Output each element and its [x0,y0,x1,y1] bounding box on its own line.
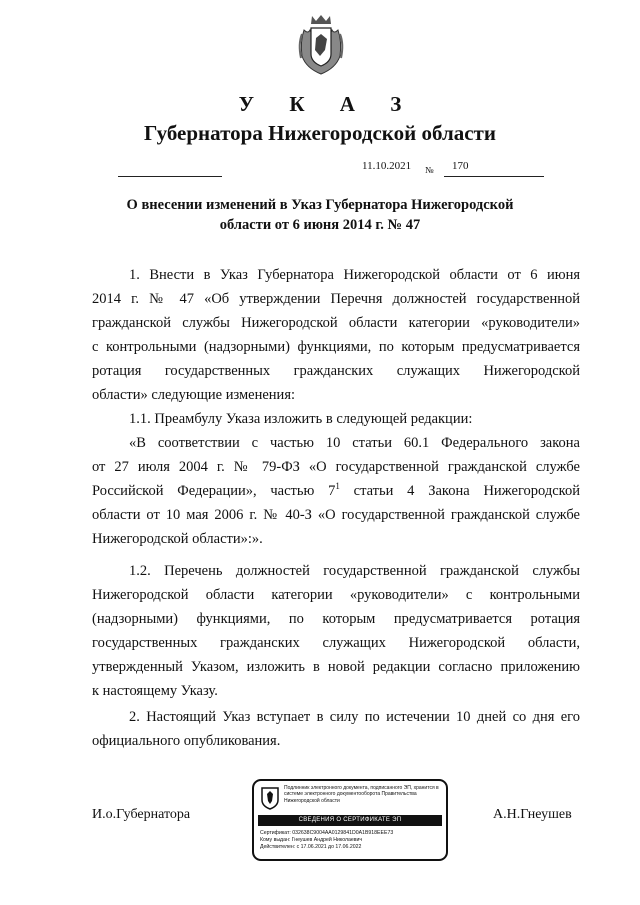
number-label: № [425,165,434,175]
text-line: (надзорными) функциями, по которым предусматривается ротация [92,611,580,627]
paragraph-1 [92,263,580,407]
text-line: Нижегородской области категории «руководители» с контрольными [92,587,580,603]
text-line: Нижегородской области»:». [92,531,263,547]
certificate-owner: Кому выдан: Гнеушев Андрей Николаевич [260,837,363,843]
text-line: 2. Настоящий Указ вступает в силу по истечении 10 дней со дня его [129,709,580,725]
text-line [92,479,580,503]
text-line: 1.1. Преамбулу Указа изложить в следующей редакции: [129,411,473,427]
signatory-name: А.Н.Гнеушев [493,807,572,822]
certificate-serial: Сертификат: 032638C9004AA0129841D0A1B918EEE73 [260,830,394,836]
paragraph-1-1 [92,407,580,431]
text-line: ротация государственных гражданских служащих Нижегородской [92,363,580,379]
stamp-certificate-banner: СВЕДЕНИЯ О СЕРТИФИКАТЕ ЭП [258,815,442,826]
electronic-signature-stamp [252,779,448,861]
text-line: 2014 г. № 47 «Об утверждении Перечня должностей государственной [92,291,580,307]
signatory-position: И.о.Губернатора [92,807,191,822]
text-line: области» следующие изменения: [92,387,296,403]
text-line: 1. Внести в Указ Губернатора Нижегородской области от 6 июня [129,267,580,283]
text-line: официального опубликования. [92,733,281,749]
document-type-heading: У К А З [238,92,417,116]
stamp-header: Подлинник электронного документа, подписанного ЭП, хранится в системе электронного документооборота Правительства Нижегородской области [284,785,439,804]
document-title [100,195,540,235]
text-line: области от 10 мая 2006 г. № 40-З «О государственной гражданской службе [92,507,580,523]
text-line: от 27 июля 2004 г. № 79-ФЗ «О государственной гражданской службе [92,459,580,475]
superscript-index: 1 [335,481,340,492]
text-line: государственных гражданских служащих Нижегородской области, [92,635,580,651]
document-title-line: О внесении изменений в Указ Губернатора Нижегородской [126,197,514,213]
text-line: с контрольными (надзорными) функциями, по которым предусматривается [92,339,580,355]
date-blank-line [118,176,222,177]
paragraph-1-2 [92,559,580,703]
document-number: 170 [452,160,469,172]
text-line: утвержденный Указом, изложить в новой редакции согласно приложению [92,659,580,675]
text-line: гражданской службы Нижегородской области категории «руководители» [92,315,580,331]
issuer-heading: Губернатора Нижегородской области [144,121,496,145]
text-segment: статьи 4 Закона Нижегородской [339,483,580,499]
document-date: 11.10.2021 [362,160,412,172]
text-line: «В соответствии с частью 10 статьи 60.1 Федерального закона [129,435,580,451]
coat-of-arms-emblem [296,12,346,76]
text-line: к настоящему Указу. [92,683,218,699]
emblem-icon [260,786,280,810]
paragraph-2 [92,705,580,753]
document-title-line: области от 6 июня 2014 г. № 47 [219,217,421,233]
preamble-quote [92,431,580,551]
stamp-details [260,830,444,851]
text-line: 1.2. Перечень должностей государственной гражданской службы [129,563,580,579]
number-underline [444,176,544,177]
certificate-validity: Действителен: с 17.06.2021 до 17.06.2022 [260,844,362,850]
text-segment: Российской Федерации», частью 7 [92,483,336,499]
